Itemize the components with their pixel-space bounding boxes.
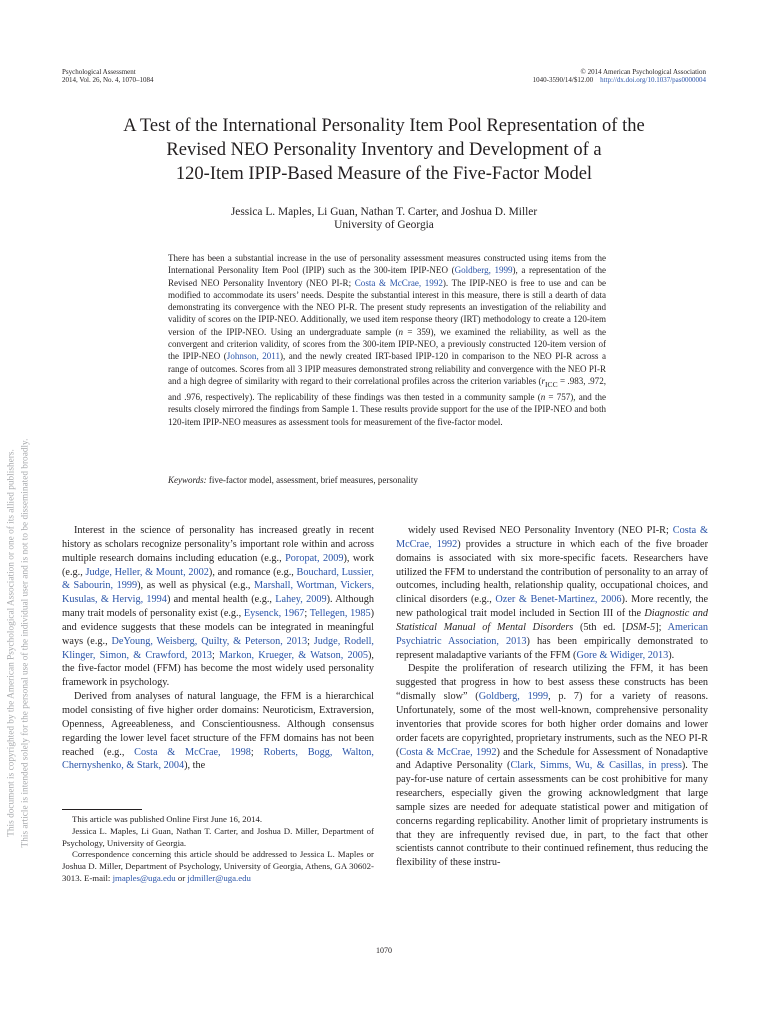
text-run: ), work (e.g., <box>62 552 374 578</box>
body-column-right <box>396 524 708 870</box>
text-run: ) and evidence suggests that these models can be integrated in meaningful ways (e.g., <box>62 608 374 647</box>
subscript-text: ICC <box>545 379 558 389</box>
doi-link[interactable]: http://dx.doi.org/10.1037/pas0000004 <box>600 76 706 84</box>
text-run: ), as well as physical (e.g., <box>137 580 255 592</box>
reference-link[interactable]: DeYoung, Weisberg, Quilty, & Peterson, 2013 <box>111 635 308 647</box>
text-run: Correspondence concerning this article should be addressed to Jessica L. Maples or Joshua D. Miller, Department of Psychology, University of Georgia, Athens, GA 30602-3013. E-mail: <box>62 849 374 883</box>
body-column-left <box>62 524 374 773</box>
reference-link[interactable]: Costa & McCrae, 1992 <box>354 277 443 288</box>
text-run: ), and the newly created IRT-based IPIP-120 in comparison to the NEO PI-R across a range of outcomes. Scores from all 3 IPIP measures demonstrated strong reliability and convergence with the NEO PI-R and a high degree of similarity with regard to their correlational profiles across the criterion variables ( <box>168 351 606 386</box>
author-names: Jessica L. Maples, Li Guan, Nathan T. Carter, and Joshua D. Miller <box>230 206 538 218</box>
reference-link[interactable]: Judge, Heller, & Mount, 2002 <box>85 566 209 578</box>
reference-link[interactable]: Markon, Krueger, & Watson, 2005 <box>219 649 369 661</box>
title-line: 120-Item IPIP-Based Measure of the Five-Factor Model <box>175 164 593 184</box>
italic-text: n <box>398 326 404 337</box>
sidebar-line: This article is intended solely for the personal use of the individual user and is not to be disseminated broadly. <box>20 438 30 848</box>
text-run: ). <box>668 649 675 661</box>
italic-text: DSM-5 <box>625 621 656 633</box>
reference-link[interactable]: Bouchard, Lussier, & Sabourin, 1999 <box>62 566 374 592</box>
reference-link[interactable]: Marshall, Wortman, Vickers, Kusulas, & Hervig, 1994 <box>62 580 375 606</box>
affiliation: University of Georgia <box>334 219 434 231</box>
text-run: ; <box>304 608 310 620</box>
body-paragraph <box>396 662 708 870</box>
sidebar-line: This document is copyrighted by the American Psychological Association or one of its allied publishers. <box>6 449 17 837</box>
text-run: or <box>175 872 188 883</box>
page-number: 1070 <box>376 946 392 955</box>
reference-link[interactable]: Roberts, Bogg, Walton, Chernyshenko, & Stark, 2004 <box>62 746 374 772</box>
author-block <box>60 206 708 232</box>
reference-link[interactable]: Costa & McCrae, 1992 <box>399 746 497 758</box>
keywords-line <box>168 474 606 486</box>
volume-info: 2014, Vol. 26, No. 4, 1070–1084 <box>62 76 154 84</box>
article-title <box>60 114 708 186</box>
text-run: ). The IPIP-NEO is free to use and can be modified to accommodate its users’ needs. Despite the substantial interest in this measure, there is still a dearth of data demonstrating its convergence with the NEO PI-R. The present study represents an investigation of the reliability and validity of scores on the IPIP-NEO. Additionally, we used item response theory (IRT) methodology to create a 120-item version of the IPIP-NEO. Using an undergraduate sample ( <box>168 277 606 337</box>
text-run: = 757), and the results closely mirrored the findings from Sample 1. These results provide support for the use of the IPIP-NEO and both 120-item IPIP-NEO measures as assessment tools for measurement of the five-factor model. <box>168 392 607 427</box>
body-paragraph <box>396 524 708 662</box>
text-run: ]; <box>655 621 668 633</box>
text-run: Despite the proliferation of research utilizing the FFM, it has been suggested that progress in how to best assess these constructs has been “dismally slow” ( <box>396 663 708 703</box>
reference-link[interactable]: Poropat, 2009 <box>285 552 344 564</box>
keywords-text: five-factor model, assessment, brief measures, personality <box>208 475 418 485</box>
reference-link[interactable]: Gore & Widiger, 2013 <box>576 649 669 661</box>
reference-link[interactable]: Clark, Simms, Wu, & Casillas, in press <box>510 760 682 772</box>
footnote-divider <box>62 809 142 810</box>
text-run: ; <box>211 649 220 661</box>
body-paragraph <box>62 690 374 773</box>
text-run: ) provides a structure in which each of the five broader domains is associated with six more-specific facets. Researchers have utilized the FFM to understand the contribution of personality to an array of outcomes, including health, relationship quality, occupational choices, and clinical disorders (e.g., <box>396 538 708 606</box>
reference-link[interactable]: Lahey, 2009 <box>275 594 327 606</box>
issn-doi-line <box>533 76 706 84</box>
text-run: ), a representation of the Revised NEO Personality Inventory (NEO PI-R; <box>168 265 607 288</box>
reference-link[interactable]: Tellegen, 1985 <box>309 608 371 620</box>
running-header-left <box>62 68 154 84</box>
text-run: Interest in the science of personality has increased greatly in recent history as scholars recognize personality’s important role within and across multiple research domains including education (e.g., <box>62 525 374 564</box>
text-run: There has been a substantial increase in the use of personality assessment measures constructed using items from the International Personality Item Pool (IPIP) such as the 300-item IPIP-NEO ( <box>168 253 606 276</box>
reference-link[interactable]: Costa & McCrae, 1998 <box>134 746 251 758</box>
text-run: (5th ed. [ <box>573 621 626 633</box>
title-line: A Test of the International Personality Item Pool Representation of the <box>123 116 645 136</box>
text-run: widely used Revised NEO Personality Inventory (NEO PI-R; <box>408 525 673 536</box>
text-run: ) has been empirically demonstrated to represent maladaptive variants of the FFM ( <box>396 635 708 661</box>
text-run: ). The pay-for-use nature of certain assessments can be cost prohibitive for many researchers, especially given the growing acknowledgment that large sample sizes are needed for adequate statistical power and mitigation of concerns regarding replicability. Another limit of proprietary instruments is that they are infrequently revised due, in part, to the fact that other scientists cannot contribute to their continued refinement, thus reducing the flexibility of these instru- <box>396 760 708 869</box>
text-run: ), the <box>184 760 206 772</box>
text-run: ) and the Schedule for Assessment of Nonadaptive and Adaptive Personality ( <box>396 746 708 772</box>
reference-link[interactable]: Judge, Rodell, Klinger, Simon, & Crawford, 2013 <box>62 635 374 661</box>
text-run: Derived from analyses of natural language, the FFM is a hierarchical model consisting of five higher order domains: Neuroticism, Extraversion, Openness, Agreeableness, and Conscientiousness. Although consensus regarding the lower level facet structure of the FFM domains has not been reached (e.g., <box>62 691 374 758</box>
italic-text: r <box>541 375 546 386</box>
footnotes <box>62 814 374 885</box>
text-run: ) and mental health (e.g., <box>166 594 276 606</box>
reference-link[interactable]: Ozer & Benet-Martinez, 2006 <box>495 594 622 606</box>
reference-link[interactable]: Eysenck, 1967 <box>243 608 305 620</box>
reference-link[interactable]: Goldberg, 1999 <box>454 265 513 276</box>
text-run: = 359), we examined the reliability, as well as the convergent and criterion validity, of scores from the 300-item IPIP-NEO, a previously constructed 120-item version of the IPIP-NEO ( <box>168 326 607 362</box>
footnote <box>62 826 374 850</box>
body-paragraph <box>62 524 374 690</box>
text-run: ). Although many trait models of personality exist (e.g., <box>62 594 374 620</box>
text-run: ; <box>307 635 314 647</box>
text-run: = .983, .972, and .976, respectively). The replicability of these findings was then tested in a community sample ( <box>168 375 606 403</box>
text-run: ), the five-factor model (FFM) has become the most widely used personality framework in psychology. <box>62 649 374 689</box>
abstract <box>168 252 606 428</box>
text-run: ; <box>250 746 264 758</box>
text-run: This article was published Online First June 16, 2014. <box>72 814 263 824</box>
italic-text: Diagnostic and Statistical Manual of Mental Disorders <box>396 608 709 633</box>
copyright-notice: © 2014 American Psychological Association <box>580 68 706 76</box>
issn-price: 1040-3590/14/$12.00 <box>532 76 594 84</box>
reference-link[interactable]: American Psychiatric Association, 2013 <box>396 621 708 647</box>
footnote <box>62 814 374 826</box>
running-header-right <box>533 68 706 84</box>
text-run: ). More recently, the new pathological trait model included in Section III of the <box>396 594 708 620</box>
keywords-label: Keywords: <box>168 475 207 485</box>
reference-link[interactable]: jdmiller@uga.edu <box>187 872 251 883</box>
reference-link[interactable]: Johnson, 2011 <box>226 351 280 362</box>
reference-link[interactable]: Goldberg, 1999 <box>478 691 549 703</box>
title-line: Revised NEO Personality Inventory and Development of a <box>166 140 602 160</box>
journal-name: Psychological Assessment <box>62 68 136 76</box>
italic-text: n <box>540 392 546 403</box>
text-run: ), and romance (e.g., <box>208 566 297 578</box>
text-run: Jessica L. Maples, Li Guan, Nathan T. Carter, and Joshua D. Miller, Department of Psychology, University of Georgia. <box>62 825 374 848</box>
reference-link[interactable]: Costa & McCrae, 1992 <box>396 525 709 550</box>
text-run: , p. 7) for a variety of reasons. Unfortunately, some of the most well-known, comprehensive personality inventories that provide scores for both higher order domains and lower order facets are copyrighted, proprietary instruments, such as the NEO PI-R ( <box>396 691 709 758</box>
reference-link[interactable]: jmaples@uga.edu <box>112 872 176 883</box>
footnote <box>62 849 374 884</box>
